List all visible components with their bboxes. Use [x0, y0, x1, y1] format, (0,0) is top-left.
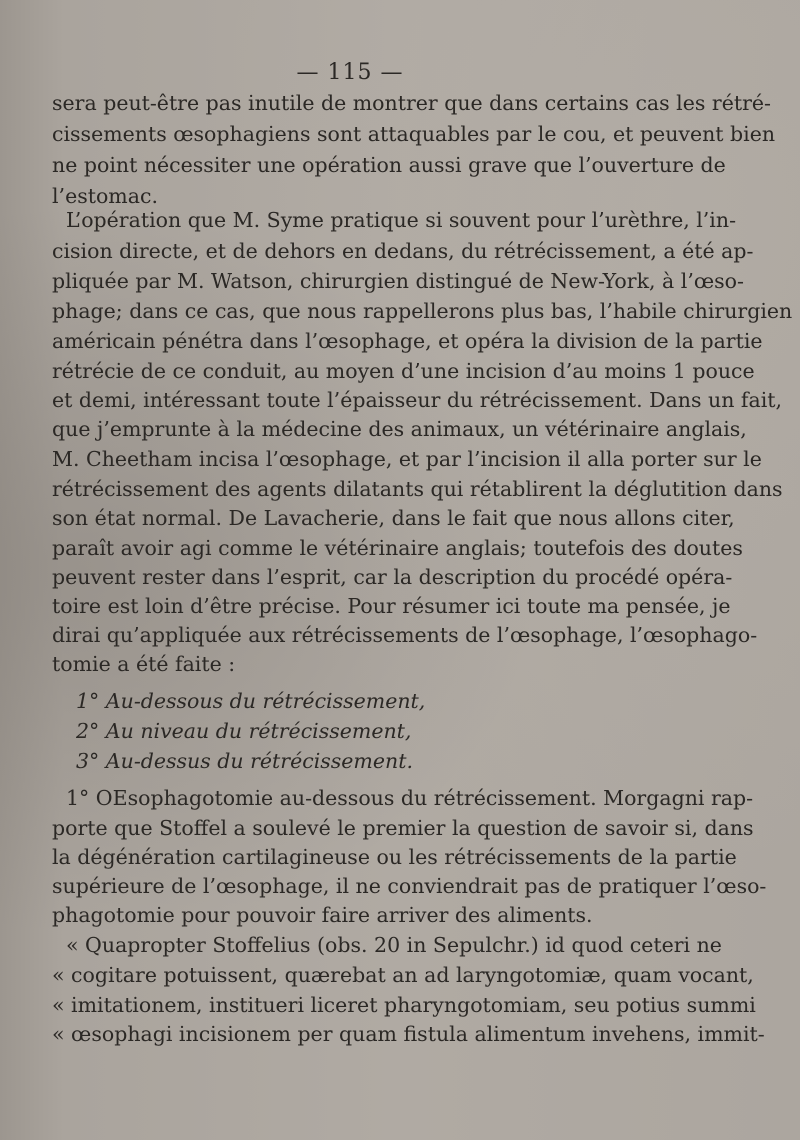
text-line: phagotomie pour pouvoir faire arriver des aliments.	[52, 903, 593, 927]
text-line: ne point nécessiter une opération aussi grave que l’ouverture de	[52, 153, 726, 177]
latin-quote-line: « œsophagi incisionem per quam fistula alimentum invehens, immit-	[52, 1022, 765, 1046]
text-line: peuvent rester dans l’esprit, car la description du procédé opéra-	[52, 565, 733, 589]
text-line: la dégénération cartilagineuse ou les rétrécissements de la partie	[52, 845, 737, 869]
list-item: 3° Au-dessus du rétrécissement.	[76, 749, 413, 773]
text-line: que j’emprunte à la médecine des animaux, un vétérinaire anglais,	[52, 417, 747, 441]
text-line: L’opération que M. Syme pratique si souvent pour l’urèthre, l’in-	[66, 208, 736, 232]
text-line: l’estomac.	[52, 184, 158, 208]
section-heading-line: 1° OEsophagotomie au-dessous du rétrécissement. Morgagni rap-	[66, 786, 754, 810]
text-line: son état normal. De Lavacherie, dans le fait que nous allons citer,	[52, 506, 735, 530]
text-line: rétrécissement des agents dilatants qui rétablirent la déglutition dans	[52, 477, 783, 501]
text-line: dirai qu’appliquée aux rétrécissements de l’œsophage, l’œsophago-	[52, 623, 758, 647]
text-line: porte que Stoffel a soulevé le premier la question de savoir si, dans	[52, 816, 754, 840]
latin-quote-line: « cogitare potuissent, quærebat an ad laryngotomiæ, quam vocant,	[52, 963, 754, 987]
page-number: — 115 —	[296, 60, 404, 85]
text-line: pliquée par M. Watson, chirurgien distingué de New-York, à l’œso-	[52, 269, 744, 293]
latin-quote-line: « imitationem, institueri liceret pharyngotomiam, seu potius summi	[52, 993, 756, 1017]
list-item: 1° Au-dessous du rétrécissement,	[76, 689, 426, 713]
text-line: M. Cheetham incisa l’œsophage, et par l’incision il alla porter sur le	[52, 447, 762, 471]
text-line: et demi, intéressant toute l’épaisseur du rétrécissement. Dans un fait,	[52, 388, 783, 412]
text-line: rétrécie de ce conduit, au moyen d’une incision d’au moins 1 pouce	[52, 359, 755, 383]
text-line: paraît avoir agi comme le vétérinaire anglais; toutefois des doutes	[52, 536, 743, 560]
text-line: cision directe, et de dehors en dedans, du rétrécissement, a été ap-	[52, 239, 754, 263]
text-line: supérieure de l’œsophage, il ne conviendrait pas de pratiquer l’œso-	[52, 874, 767, 898]
text-line: phage; dans ce cas, que nous rappellerons plus bas, l’habile chirurgien	[52, 299, 793, 323]
text-line: américain pénétra dans l’œsophage, et opéra la division de la partie	[52, 329, 763, 353]
text-line: toire est loin d’être précise. Pour résumer ici toute ma pensée, je	[52, 594, 731, 618]
text-line: tomie a été faite :	[52, 652, 236, 676]
latin-quote-line: « Quapropter Stoffelius (obs. 20 in Sepulchr.) id quod ceteri ne	[66, 933, 722, 957]
list-item: 2° Au niveau du rétrécissement,	[76, 719, 412, 743]
text-line: cissements œsophagiens sont attaquables par le cou, et peuvent bien	[52, 122, 776, 146]
text-line: sera peut-être pas inutile de montrer que dans certains cas les rétré-	[52, 91, 771, 115]
